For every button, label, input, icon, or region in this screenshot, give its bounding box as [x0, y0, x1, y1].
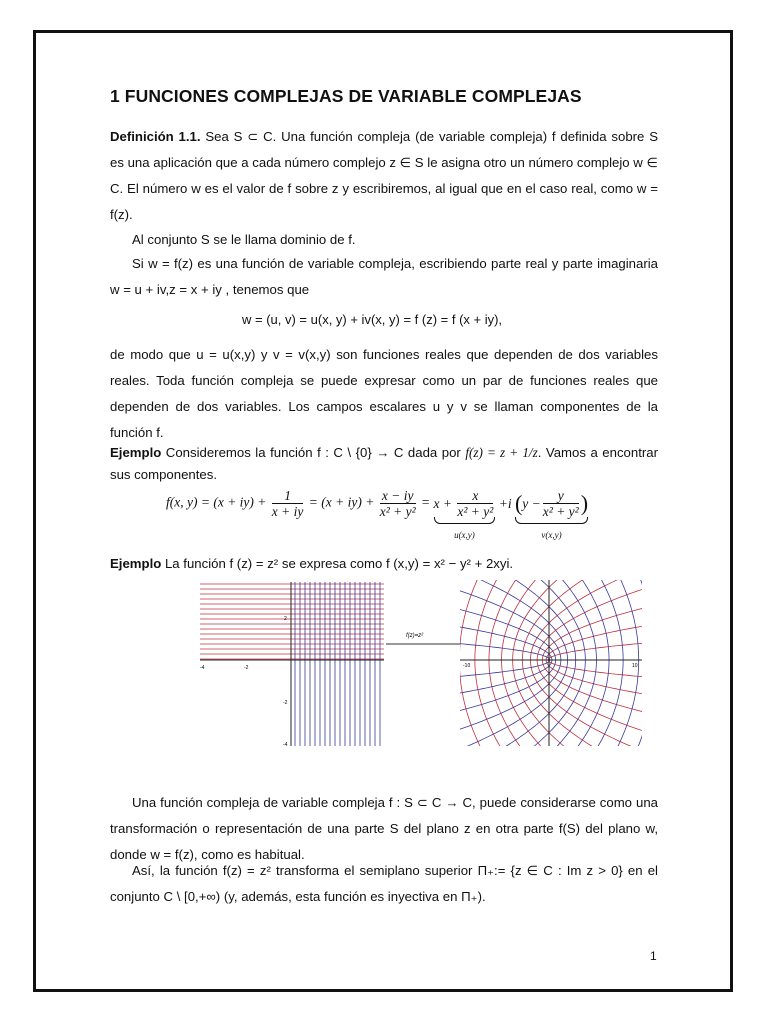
u-component: x + $\frac{x}{\text{x² + y²}}$ u(x,y)	[433, 488, 494, 540]
z-squared-figure	[0, 574, 768, 754]
modo-paragraph: de modo que u = u(x,y) y v = v(x,y) son funciones reales que dependen de dos variables reales. Toda función compleja se puede expresar como un par de funciones reales que dependen de dos variables. Los campos escalares u y v se llaman componentes de la función f.	[110, 347, 658, 440]
definition-block	[110, 124, 658, 228]
u-label: u(x,y)	[454, 530, 475, 540]
right-tick-x0: -10	[463, 663, 471, 669]
v-label: v(x,y)	[541, 530, 562, 540]
mapping-label: f(z)=z²	[406, 633, 424, 639]
example-1: Ejemplo Consideremos la función f : C \ {0} → C dada por f(z) = z + 1/z. Vamos a encontrar sus componentes.	[110, 445, 658, 482]
page-number: 1	[650, 949, 657, 963]
red-parabola	[537, 574, 755, 754]
section-heading: 1 FUNCIONES COMPLEJAS DE VARIABLE COMPLEJAS	[110, 86, 582, 106]
red-parabola	[459, 574, 677, 754]
z-plane-grid	[200, 582, 384, 746]
example-2: Ejemplo La función f (z) = z² se expresa como f (x,y) = x² − y² + 2xyi.	[110, 556, 514, 571]
components-equation: f(x, y) = (x + iy) + $\frac{1}{x + iy}$ = (x + iy) + $\frac{x - iy}{\text{x² + y²}}$ = x + $\frac{x}{\text{x² + y²}}$ u(x,y) +i (y − $\frac{y}{\text{x² + y²}}$ ) v(x,y)	[166, 488, 589, 540]
blue-parabola	[391, 574, 609, 754]
blue-parabola	[350, 574, 568, 754]
blue-parabola	[421, 574, 639, 754]
definition-label: Definición 1.1.	[110, 129, 201, 144]
blue-parabola	[343, 574, 561, 754]
right-tick-x1: 10	[632, 663, 638, 669]
left-tick-y2: -4	[283, 742, 288, 748]
example-1-label: Ejemplo	[110, 445, 162, 460]
main-equation: w = (u, v) = u(x, y) + iv(x, y) = f (z) = f (x + iy),	[242, 312, 503, 327]
left-tick-y0: 2	[284, 616, 287, 622]
w-plane-grid	[332, 574, 766, 754]
asi-paragraph: Así, la función f(z) = z² transforma el semiplano superior Π₊:= {z ∈ C : Im z > 0} en el conjunto C \ [0,+∞) (y, además, esta función es inyectiva en Π₊).	[110, 863, 658, 904]
transformation-paragraph: Una función compleja de variable compleja f : S ⊂ C → C, puede considerarse como una transformación o representación de una parte S del plano z en otra parte f(S) del plano w, donde w = f(z), como es habitual.	[110, 795, 658, 862]
left-tick-x0: -4	[200, 665, 205, 671]
example-1-formula: f(z) = z + 1/z	[465, 445, 538, 460]
red-parabola	[531, 574, 749, 754]
red-parabola	[489, 574, 707, 754]
si-paragraph: Si w = f(z) es una función de variable compleja, escribiendo parte real y parte imaginaria w = u + iv,z = x + iy , tenemos que	[110, 256, 658, 297]
example-2-label: Ejemplo	[110, 556, 162, 571]
left-tick-y1: -2	[283, 700, 288, 706]
dominio-paragraph: Al conjunto S se le llama dominio de f.	[132, 232, 356, 247]
definition-text: Sea S ⊂ C. Una función compleja (de variable compleja) f definida sobre S es una aplicación que a cada número complejo z ∈ S le asigna otro un número complejo w ∈ C. El número w es el valor de f sobre z y escribiremos, al igual que en el caso real, como w = f(z).	[110, 129, 658, 222]
left-tick-x1: -2	[244, 665, 249, 671]
v-component: (y − $\frac{y}{\text{x² + y²}}$ ) v(x,y)	[514, 488, 589, 540]
